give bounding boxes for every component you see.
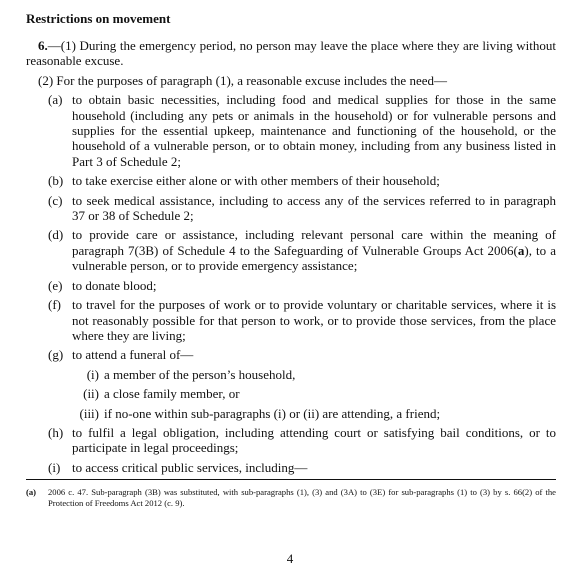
sublist-item-i [70, 367, 556, 382]
subitem-text: a close family member, or [104, 386, 240, 402]
item-label: (e) [48, 277, 63, 293]
footnote-reference: a [517, 242, 525, 258]
item-label: (a) [48, 92, 63, 108]
subitem-text: a member of the person’s household, [104, 366, 296, 382]
section-heading: Restrictions on movement [26, 11, 171, 26]
item-text: to travel for the purposes of work or to provide voluntary or charitable services, where it is not reasonably possible for that person to work, or to provide those services, from the place where they are living; [72, 297, 556, 343]
item-d-text-before: to provide care or assistance, including relevant personal care within the meaning of paragraph 7(3B) of Schedule 4 to the Safeguarding of Vulnerable Groups Act 2006( [72, 227, 556, 258]
subitem-label: (i) [86, 366, 99, 382]
regulation-body [26, 38, 556, 475]
regulation-6-paragraph-1 [26, 38, 556, 69]
subitem-label: (ii) [83, 386, 99, 402]
item-text: to seek medical assistance, including to access any of the services referred to in paragraph 37 or 38 of Schedule 2; [72, 192, 556, 224]
item-label: (b) [48, 173, 64, 189]
item-text [72, 227, 556, 273]
item-text: to obtain basic necessities, including food and medical supplies for those in the same household (including any pets or animals in the household) or for vulnerable persons and supplies for the essential upkeep, maintenance and functioning of the household, or the household of a vulnerable person, or to obtain money, including from any business listed in Part 3 of Schedule 2; [72, 92, 556, 169]
item-text: to donate blood; [72, 277, 157, 293]
list-item-a [26, 92, 556, 169]
regulation-number: 6. [38, 38, 48, 53]
footnote-mark: (a) [26, 487, 37, 497]
footnote [26, 487, 556, 509]
list-item-i [26, 460, 556, 475]
sublist-item-ii [70, 386, 556, 401]
item-label: (h) [48, 424, 64, 440]
item-text: to take exercise either alone or with other members of their household; [72, 173, 440, 189]
list-item-h [26, 425, 556, 456]
item-label: (i) [48, 459, 61, 475]
item-label: (c) [48, 192, 63, 208]
list-item-g [26, 347, 556, 362]
item-d-text-after: ), to a vulnerable person, or to provide emergency assistance; [72, 242, 556, 274]
item-text: to access critical public services, including— [72, 459, 308, 475]
subitem-label: (iii) [79, 405, 99, 421]
item-text: to fulfil a legal obligation, including attending court or satisfying bail conditions, or to participate in legal proceedings; [72, 424, 556, 456]
list-item-f [26, 297, 556, 343]
item-label: (g) [48, 347, 64, 363]
funeral-sublist [26, 367, 556, 421]
list-item-e [26, 278, 556, 293]
list-item-c [26, 193, 556, 224]
subitem-text: if no-one within sub-paragraphs (i) or (ii) are attending, a friend; [104, 405, 441, 421]
sublist-item-iii [70, 406, 556, 421]
paragraph-1-text: —(1) During the emergency period, no person may leave the place where they are living without reasonable excuse. [26, 38, 556, 69]
item-text: to attend a funeral of— [72, 347, 194, 363]
footnote-divider [26, 479, 556, 480]
footnote-text: 2006 c. 47. Sub-paragraph (3B) was substituted, with sub-paragraphs (1), (3) and (3A) to (3E) for sub-paragraphs (1) to (3) by s. 66(2) of the Protection of Freedoms Act 2012 (c. 9). [48, 487, 556, 508]
item-label: (f) [48, 297, 61, 313]
list-item-d [26, 227, 556, 273]
page-number: 4 [286, 551, 294, 566]
list-item-b [26, 173, 556, 188]
paragraph-2-intro: (2) For the purposes of paragraph (1), a reasonable excuse includes the need— [38, 72, 447, 88]
item-label: (d) [48, 227, 64, 243]
